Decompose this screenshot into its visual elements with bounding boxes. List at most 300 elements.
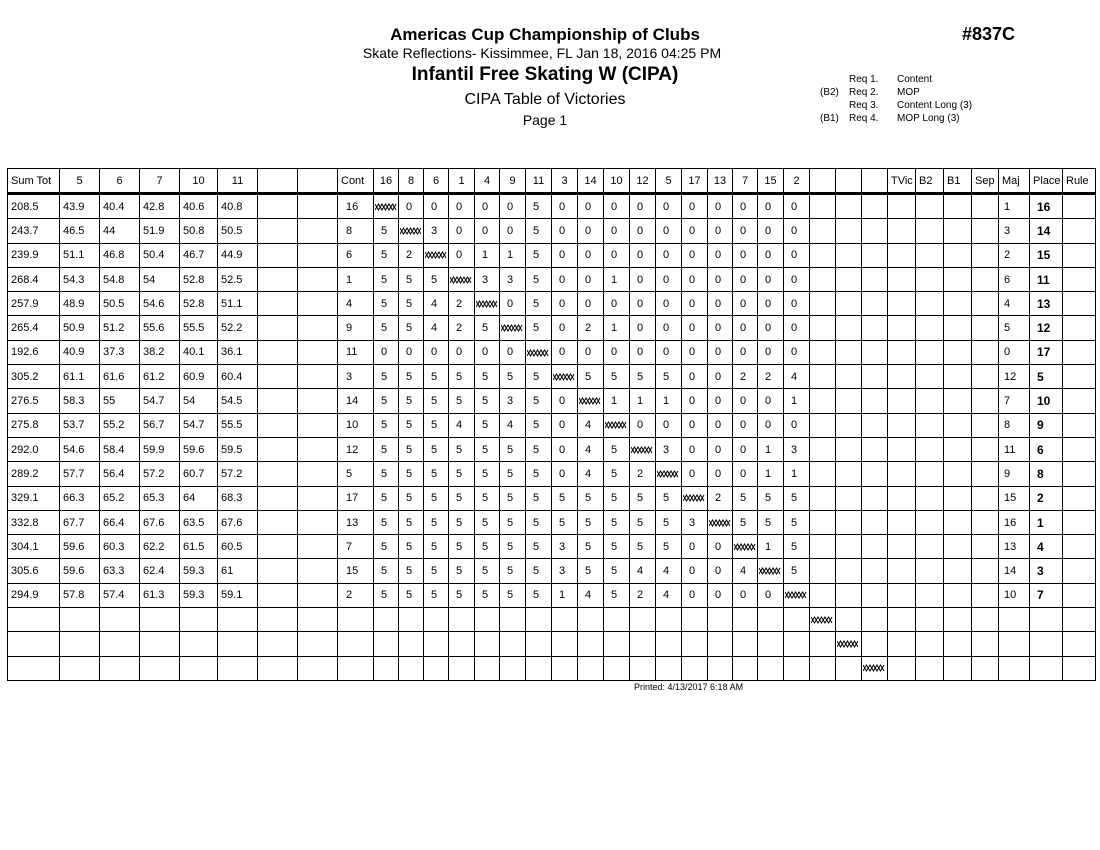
- victory-cell: 5: [526, 559, 552, 583]
- victory-cell: 5: [475, 316, 500, 340]
- victory-cell: [758, 608, 784, 632]
- victory-cell: 0: [399, 340, 424, 364]
- victory-cell: 0: [656, 316, 682, 340]
- table-row: [8, 243, 1096, 267]
- victory-cell: [374, 194, 399, 219]
- victory-cell: 5: [784, 486, 810, 510]
- victory-cell: 5: [604, 437, 630, 461]
- requirement-item: [820, 112, 972, 125]
- sep-cell: [972, 486, 999, 510]
- judge-score-cell: 48.9: [60, 292, 100, 316]
- judge-score-cell: 51.9: [140, 219, 180, 243]
- column-header: [810, 169, 836, 194]
- victory-cell: [810, 559, 836, 583]
- column-header: 10: [180, 169, 218, 194]
- victory-cell: 5: [374, 292, 399, 316]
- victory-cell: 0: [708, 389, 733, 413]
- victory-cell: 5: [374, 413, 399, 437]
- req-number: Req 3.: [849, 100, 879, 111]
- victory-cell: 0: [552, 316, 578, 340]
- majority-cell: 0: [999, 340, 1030, 364]
- victory-cell: 5: [374, 437, 399, 461]
- judge-score-cell: [298, 632, 338, 656]
- victory-cell: [862, 389, 888, 413]
- victory-cell: 5: [374, 583, 399, 607]
- judge-score-cell: 60.9: [180, 365, 218, 389]
- contestant-cell: 14: [338, 389, 374, 413]
- victory-cell: [424, 243, 449, 267]
- victory-cell: [656, 656, 682, 680]
- victory-cell: 3: [500, 389, 526, 413]
- victory-cell: 0: [708, 583, 733, 607]
- tvic-cell: [888, 389, 916, 413]
- sep-cell: [972, 389, 999, 413]
- sep-cell: [972, 608, 999, 632]
- judge-score-cell: 46.5: [60, 219, 100, 243]
- judge-score-cell: [298, 559, 338, 583]
- victory-cell: 5: [500, 535, 526, 559]
- victory-cell: 0: [552, 194, 578, 219]
- column-header: 10: [604, 169, 630, 194]
- cross-mark-icon: [501, 324, 523, 332]
- judge-score-cell: 63.3: [100, 559, 140, 583]
- victory-cell: 5: [424, 559, 449, 583]
- majority-cell: 10: [999, 583, 1030, 607]
- victory-cell: 1: [475, 243, 500, 267]
- victories-table: [7, 168, 1096, 681]
- b2-cell: [916, 608, 944, 632]
- contestant-cell: 11: [338, 340, 374, 364]
- victory-cell: [475, 608, 500, 632]
- majority-cell: 5: [999, 316, 1030, 340]
- victory-cell: 5: [500, 462, 526, 486]
- victory-cell: 0: [424, 340, 449, 364]
- judge-score-cell: 61: [218, 559, 258, 583]
- victory-cell: 0: [656, 267, 682, 291]
- victory-cell: 5: [399, 559, 424, 583]
- victory-cell: 0: [733, 243, 758, 267]
- table-row: [8, 437, 1096, 461]
- contestant-cell: [338, 608, 374, 632]
- victory-cell: 0: [758, 219, 784, 243]
- rule-cell: [1063, 267, 1096, 291]
- contestant-cell: 9: [338, 316, 374, 340]
- b1-cell: [944, 219, 972, 243]
- rule-cell: [1063, 389, 1096, 413]
- victory-cell: 0: [552, 243, 578, 267]
- victory-cell: [758, 632, 784, 656]
- victory-cell: [862, 559, 888, 583]
- place-cell: 11: [1030, 267, 1063, 291]
- victory-cell: [862, 340, 888, 364]
- judge-score-cell: 55.2: [100, 413, 140, 437]
- tvic-cell: [888, 486, 916, 510]
- victory-cell: 5: [449, 535, 475, 559]
- victory-cell: 0: [758, 389, 784, 413]
- victory-cell: 0: [758, 267, 784, 291]
- victory-cell: 5: [475, 437, 500, 461]
- req-number: Req 1.: [849, 74, 879, 85]
- judge-score-cell: 54.6: [140, 292, 180, 316]
- victory-cell: [810, 510, 836, 534]
- victory-cell: 4: [784, 365, 810, 389]
- victory-cell: 0: [630, 194, 656, 219]
- sep-cell: [972, 267, 999, 291]
- column-header: 16: [374, 169, 399, 194]
- victory-cell: 0: [604, 243, 630, 267]
- victory-cell: 5: [656, 510, 682, 534]
- victory-cell: 0: [758, 340, 784, 364]
- judge-score-cell: [258, 583, 298, 607]
- column-header: Sum Tot: [8, 169, 60, 194]
- victory-cell: 5: [374, 243, 399, 267]
- victory-cell: 5: [399, 389, 424, 413]
- victory-cell: 0: [708, 194, 733, 219]
- judge-score-cell: [180, 632, 218, 656]
- victory-cell: [374, 608, 399, 632]
- judge-score-cell: [298, 608, 338, 632]
- victory-cell: 0: [682, 462, 708, 486]
- tvic-cell: [888, 267, 916, 291]
- table-row: [8, 656, 1096, 680]
- place-cell: 12: [1030, 316, 1063, 340]
- victory-cell: 5: [374, 535, 399, 559]
- judge-score-cell: 63.5: [180, 510, 218, 534]
- victory-cell: 0: [682, 437, 708, 461]
- judge-score-cell: 67.7: [60, 510, 100, 534]
- sum-total-cell: [8, 656, 60, 680]
- victory-cell: 5: [526, 510, 552, 534]
- victory-cell: 0: [604, 292, 630, 316]
- majority-cell: 6: [999, 267, 1030, 291]
- victory-cell: 5: [424, 583, 449, 607]
- victory-cell: 5: [399, 437, 424, 461]
- victory-cell: 5: [784, 510, 810, 534]
- victory-cell: 0: [708, 219, 733, 243]
- req-label: MOP: [897, 87, 920, 98]
- victory-cell: 5: [399, 535, 424, 559]
- victory-cell: [862, 365, 888, 389]
- victory-cell: 5: [526, 267, 552, 291]
- victory-cell: 5: [656, 365, 682, 389]
- victory-cell: 3: [552, 535, 578, 559]
- victory-cell: 0: [449, 194, 475, 219]
- b2-cell: [916, 486, 944, 510]
- victory-cell: 0: [733, 462, 758, 486]
- victory-cell: 0: [552, 219, 578, 243]
- victory-cell: 5: [500, 365, 526, 389]
- victory-cell: [500, 632, 526, 656]
- victory-cell: 5: [424, 486, 449, 510]
- victory-cell: 5: [526, 316, 552, 340]
- judge-score-cell: 54.6: [60, 437, 100, 461]
- victory-cell: 5: [500, 559, 526, 583]
- judge-score-cell: 61.1: [60, 365, 100, 389]
- event-code: #837C: [962, 24, 1016, 44]
- judge-score-cell: [258, 365, 298, 389]
- victory-cell: 0: [733, 437, 758, 461]
- judge-score-cell: [258, 510, 298, 534]
- contestant-cell: 15: [338, 559, 374, 583]
- place-cell: 17: [1030, 340, 1063, 364]
- rule-cell: [1063, 194, 1096, 219]
- victory-cell: 5: [500, 510, 526, 534]
- victory-cell: [784, 583, 810, 607]
- req-label: MOP Long (3): [897, 113, 960, 124]
- cross-mark-icon: [400, 227, 422, 235]
- victory-cell: 5: [449, 583, 475, 607]
- victory-cell: 0: [630, 316, 656, 340]
- judge-score-cell: 51.2: [100, 316, 140, 340]
- victory-cell: [810, 583, 836, 607]
- b1-cell: [944, 632, 972, 656]
- victory-cell: [682, 608, 708, 632]
- requirements-legend: [820, 73, 972, 125]
- victory-cell: [578, 632, 604, 656]
- judge-score-cell: 54.7: [140, 389, 180, 413]
- victory-cell: [578, 608, 604, 632]
- b1-cell: [944, 389, 972, 413]
- judge-score-cell: 57.8: [60, 583, 100, 607]
- judge-score-cell: [298, 462, 338, 486]
- judge-score-cell: [100, 656, 140, 680]
- judge-score-cell: [298, 243, 338, 267]
- victory-cell: 2: [630, 583, 656, 607]
- column-header: 13: [708, 169, 733, 194]
- victory-cell: [708, 608, 733, 632]
- victory-cell: [475, 656, 500, 680]
- judge-score-cell: 66.3: [60, 486, 100, 510]
- victory-cell: 0: [733, 292, 758, 316]
- victory-cell: [862, 194, 888, 219]
- victory-cell: [810, 632, 836, 656]
- judge-score-cell: 46.8: [100, 243, 140, 267]
- contestant-cell: 8: [338, 219, 374, 243]
- victory-cell: [810, 535, 836, 559]
- req-number: Req 2.: [849, 87, 879, 98]
- b2-cell: [916, 656, 944, 680]
- victory-cell: 0: [682, 316, 708, 340]
- victory-cell: 0: [604, 194, 630, 219]
- judge-score-cell: 57.2: [218, 462, 258, 486]
- victory-cell: 0: [656, 292, 682, 316]
- victory-cell: [682, 656, 708, 680]
- judge-score-cell: 52.5: [218, 267, 258, 291]
- judge-score-cell: [298, 194, 338, 219]
- judge-score-cell: 59.6: [180, 437, 218, 461]
- victory-cell: 5: [500, 486, 526, 510]
- judge-score-cell: 59.3: [180, 583, 218, 607]
- sum-total-cell: 304.1: [8, 535, 60, 559]
- tvic-cell: [888, 340, 916, 364]
- judge-score-cell: 50.9: [60, 316, 100, 340]
- place-cell: 7: [1030, 583, 1063, 607]
- judge-score-cell: [258, 486, 298, 510]
- victory-cell: 0: [578, 219, 604, 243]
- judge-score-cell: [258, 608, 298, 632]
- victory-cell: [656, 632, 682, 656]
- victory-cell: [836, 194, 862, 219]
- rule-cell: [1063, 583, 1096, 607]
- cross-mark-icon: [785, 591, 807, 599]
- victory-cell: 0: [758, 243, 784, 267]
- judge-score-cell: [298, 340, 338, 364]
- victory-cell: 4: [424, 316, 449, 340]
- victory-cell: [836, 608, 862, 632]
- judge-score-cell: 65.2: [100, 486, 140, 510]
- victory-cell: [500, 316, 526, 340]
- judge-score-cell: [298, 656, 338, 680]
- column-header: 7: [140, 169, 180, 194]
- judge-score-cell: 61.6: [100, 365, 140, 389]
- req-tag: [820, 73, 849, 86]
- victory-cell: 5: [526, 194, 552, 219]
- place-cell: 15: [1030, 243, 1063, 267]
- victory-cell: 5: [374, 389, 399, 413]
- judge-score-cell: 55.5: [218, 413, 258, 437]
- victory-cell: 4: [578, 437, 604, 461]
- victory-cell: 0: [656, 219, 682, 243]
- victory-cell: [733, 608, 758, 632]
- victory-cell: [475, 632, 500, 656]
- place-cell: 3: [1030, 559, 1063, 583]
- judge-score-cell: 60.7: [180, 462, 218, 486]
- b2-cell: [916, 462, 944, 486]
- victory-cell: 0: [708, 243, 733, 267]
- victory-cell: 0: [708, 267, 733, 291]
- cross-mark-icon: [579, 397, 601, 405]
- victory-cell: [733, 632, 758, 656]
- judge-score-cell: [218, 632, 258, 656]
- judge-score-cell: 37.3: [100, 340, 140, 364]
- b2-cell: [916, 583, 944, 607]
- majority-cell: 15: [999, 486, 1030, 510]
- judge-score-cell: [60, 632, 100, 656]
- majority-cell: 16: [999, 510, 1030, 534]
- judge-score-cell: [258, 437, 298, 461]
- victory-cell: 5: [784, 535, 810, 559]
- victory-cell: 2: [708, 486, 733, 510]
- victory-cell: 0: [758, 316, 784, 340]
- sum-total-cell: 239.9: [8, 243, 60, 267]
- victory-cell: 0: [552, 413, 578, 437]
- victory-cell: [862, 535, 888, 559]
- victory-cell: 5: [604, 559, 630, 583]
- judge-score-cell: [298, 267, 338, 291]
- judge-score-cell: [298, 535, 338, 559]
- victory-cell: [630, 656, 656, 680]
- victory-cell: [862, 267, 888, 291]
- place-cell: 1: [1030, 510, 1063, 534]
- sep-cell: [972, 243, 999, 267]
- rule-cell: [1063, 413, 1096, 437]
- cross-mark-icon: [631, 446, 653, 454]
- sum-total-cell: 275.8: [8, 413, 60, 437]
- sep-cell: [972, 316, 999, 340]
- judge-score-cell: [180, 656, 218, 680]
- victory-cell: [604, 413, 630, 437]
- victory-cell: 0: [682, 243, 708, 267]
- judge-score-cell: 54.5: [218, 389, 258, 413]
- req-number: Req 4.: [849, 113, 879, 124]
- place-cell: 13: [1030, 292, 1063, 316]
- victory-cell: 5: [399, 462, 424, 486]
- victory-cell: 0: [733, 194, 758, 219]
- majority-cell: 4: [999, 292, 1030, 316]
- victory-cell: 5: [374, 365, 399, 389]
- judge-score-cell: 40.9: [60, 340, 100, 364]
- victory-cell: 0: [708, 462, 733, 486]
- victory-cell: 0: [708, 535, 733, 559]
- column-header: 8: [399, 169, 424, 194]
- victory-cell: 1: [784, 462, 810, 486]
- b2-cell: [916, 365, 944, 389]
- victory-cell: 4: [500, 413, 526, 437]
- rule-cell: [1063, 608, 1096, 632]
- victory-cell: 5: [424, 267, 449, 291]
- judge-score-cell: [298, 389, 338, 413]
- judge-score-cell: [298, 219, 338, 243]
- b2-cell: [916, 267, 944, 291]
- victory-cell: [810, 656, 836, 680]
- victory-cell: [836, 219, 862, 243]
- victory-cell: 0: [784, 340, 810, 364]
- victory-cell: 0: [578, 340, 604, 364]
- judge-score-cell: 52.8: [180, 267, 218, 291]
- victory-cell: 5: [374, 462, 399, 486]
- victory-cell: 0: [500, 219, 526, 243]
- victory-cell: [656, 608, 682, 632]
- column-header: 6: [424, 169, 449, 194]
- victory-cell: 0: [500, 292, 526, 316]
- victory-cell: [399, 656, 424, 680]
- judge-score-cell: 67.6: [140, 510, 180, 534]
- victory-cell: [656, 462, 682, 486]
- victory-cell: [836, 267, 862, 291]
- majority-cell: 13: [999, 535, 1030, 559]
- table-row: [8, 316, 1096, 340]
- judge-score-cell: [258, 194, 298, 219]
- cross-mark-icon: [553, 373, 575, 381]
- judge-score-cell: 46.7: [180, 243, 218, 267]
- victory-cell: 0: [578, 267, 604, 291]
- victory-cell: [836, 413, 862, 437]
- cross-mark-icon: [759, 567, 781, 575]
- sep-cell: [972, 340, 999, 364]
- judge-score-cell: 52.8: [180, 292, 218, 316]
- b2-cell: [916, 292, 944, 316]
- victory-cell: 0: [682, 389, 708, 413]
- victory-cell: [862, 316, 888, 340]
- victory-cell: [758, 559, 784, 583]
- judge-score-cell: 59.5: [218, 437, 258, 461]
- victory-cell: [682, 632, 708, 656]
- judge-score-cell: 40.6: [180, 194, 218, 219]
- victory-cell: 5: [475, 583, 500, 607]
- victory-cell: 5: [526, 486, 552, 510]
- place-cell: 8: [1030, 462, 1063, 486]
- victory-cell: 2: [758, 365, 784, 389]
- sep-cell: [972, 219, 999, 243]
- victory-cell: 5: [604, 510, 630, 534]
- column-header: B2: [916, 169, 944, 194]
- victory-cell: 5: [399, 583, 424, 607]
- victory-cell: 5: [449, 462, 475, 486]
- victory-cell: 0: [449, 340, 475, 364]
- victory-cell: 0: [758, 292, 784, 316]
- victory-cell: 5: [784, 559, 810, 583]
- judge-score-cell: 61.2: [140, 365, 180, 389]
